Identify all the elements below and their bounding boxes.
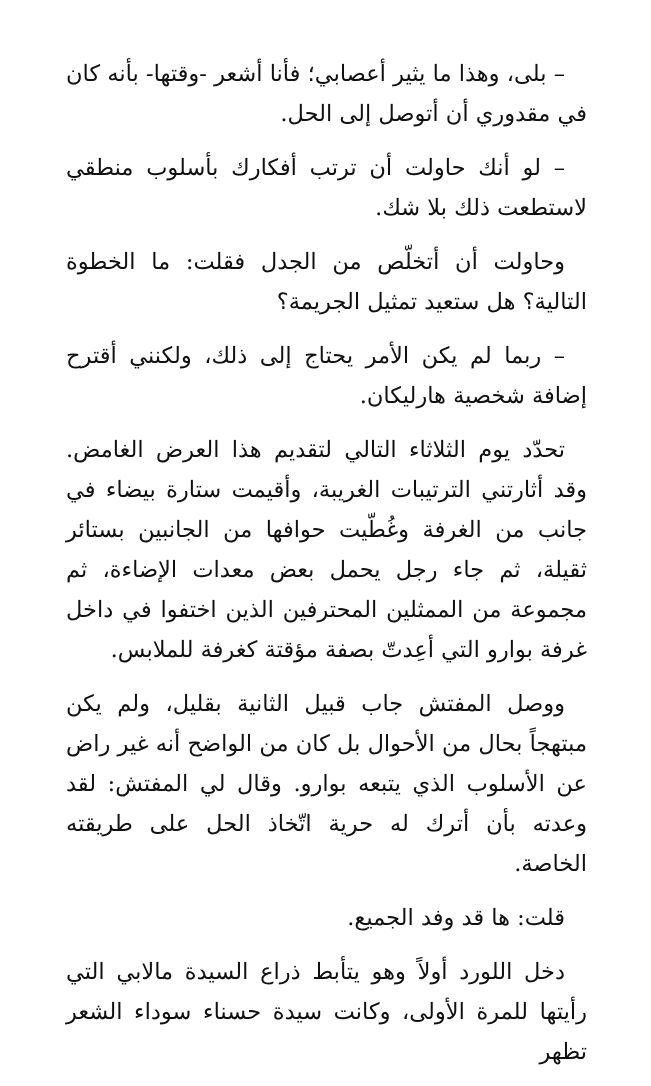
paragraph-5: تحدّد يوم الثلاثاء التالي لتقديم هذا العرض الغامض. وقد أثارتني الترتيبات الغريبة، وأقيمت ستارة بيضاء في جانب من الغرفة وغُطّيت حوافها من الجانبين بستائر ثقيلة، ثم جاء رجل يحمل بعض معدات الإضاءة، ثم مجموعة من الممثلين المحترفين الذين اختفوا في داخل غرفة بوارو التي أعِدتّ بصفة مؤقتة كغرفة للملابس. [66,437,587,663]
paragraph-3: وحاولت أن أتخلّص من الجدل فقلت: ما الخطوة التالية؟ هل ستعيد تمثيل الجريمة؟ [66,249,587,315]
paragraph-7: قلت: ها قد وفد الجميع. [347,905,565,931]
paragraph-6: ووصل المفتش جاب قبيل الثانية بقليل، ولم يكن مبتهجاً بحال من الأحوال بل كان من الواضح أنه غير راض عن الأسلوب الذي يتبعه بوارو. وقال لي المفتش: لقد وعدته بأن أترك له حرية اتّخاذ الحل على طريقته الخاصة. [66,691,587,877]
book-page [66,54,587,1086]
paragraph-4: – ربما لم يكن الأمر يحتاج إلى ذلك، ولكنني أقترح إضافة شخصية هارليكان. [66,343,587,409]
paragraph-8: دخل اللورد أولاً وهو يتأبط ذراع السيدة مالابي التي رأيتها للمرة الأولى، وكانت سيدة حسناء سوداء الشعر تظهر [66,959,587,1065]
paragraph-2: – لو أنك حاولت أن ترتب أفكارك بأسلوب منطقي لاستطعت ذلك بلا شك. [66,155,587,221]
paragraph-1: – بلى، وهذا ما يثير أعصابي؛ فأنا أشعر -وقتها- بأنه كان في مقدوري أن أتوصل إلى الحل. [66,61,587,127]
